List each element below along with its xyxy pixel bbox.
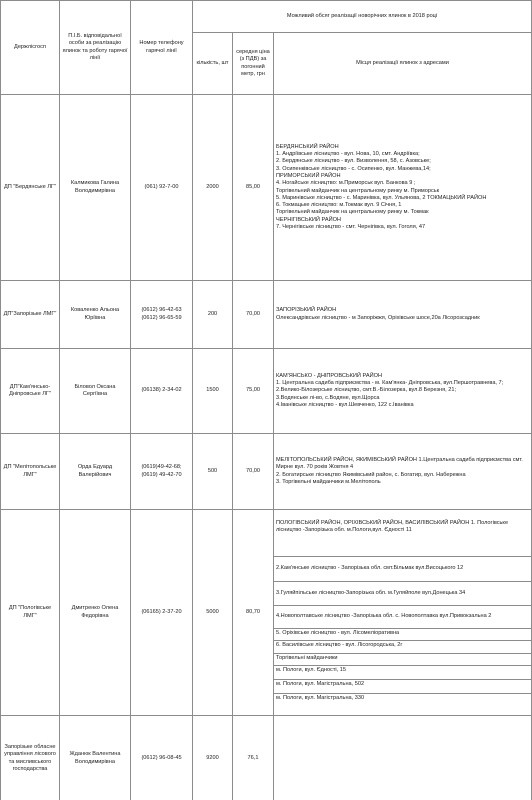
price-cell: 76,1 [233,716,274,800]
qty-cell: 500 [193,434,233,510]
qty-cell: 9200 [193,716,233,800]
person-cell: Дмитренко Олена Федорівна [60,510,131,716]
place-line: 3.Водянське лі-во, с.Водяне, вул.Щорса [276,394,380,401]
place-line: 3. Торгівельні майданчики м.Мелітополь [276,478,381,485]
qty-cell: 1500 [193,349,233,434]
header-org: Держлісгосп [1,1,60,95]
person-cell: Орда Едуард Валерійович [60,434,131,510]
qty-cell: 200 [193,281,233,349]
place-line: 5. Оріхівське лісництво - вул. Лісомеліоративна [274,628,531,640]
place-line: м. Пологи, вул. Магістральна, 502 [274,679,531,693]
header-qty: кількість, шт [193,33,233,95]
place-line: ПРИМОРСЬКИЙ РАЙОН [276,172,341,179]
qty-cell: 2000 [193,95,233,281]
place-line: 2. Богатирське лісництво Якимівський район, с. Богатир, вул. Набережна [276,471,466,478]
person-cell: Коваленко Альона Юріївна [60,281,131,349]
places-cell [274,434,532,510]
place-line: ЧЕРНІГІВСЬКИЙ РАЙОН [276,216,341,223]
place-block [274,510,531,556]
phone-cell: (0619)49-42-68; (0619) 49-42-70 [131,434,193,510]
price-cell: 70,00 [233,281,274,349]
price-cell: 85,00 [233,95,274,281]
place-line: 3.Гуляйпільське лісництво-Запорізька обл. м.Гуляйполе вул.Донецька 34 [274,581,531,605]
place-line: 2. Бердянське лісництво - вул. Визволення, 58, с. Азовське; [276,158,431,165]
place-line: 1. Центральна садиба підприємства - м. Кам'янка- Дніпровська, вул.Першотравнева, 7; [276,380,504,387]
place-line: 7. Чернігівське лісництво - смт. Чернігівка, вул. Гоголя, 47 [276,223,426,230]
place-line: 4. Ногайське лісництво: м.Приморськ вул. Банкова 9 ; [276,180,416,187]
place-line: 4.Іванівське лісництво - вул.Шевченко, 122 с.Іванівка [276,401,414,408]
place-line: Олександрівське лісництво - м Запоріжжя, Оріхівське шосе,20а Лісорозсадник [276,314,480,321]
price-cell: 80,70 [233,510,274,716]
person-cell: Біловол Оксана Сергіївна [60,349,131,434]
header-places: Місця реалізації ялинок з адресами [274,33,532,95]
header-phone: Номер телефону гарячої лінії [131,1,193,95]
place-line: ЗАПОРІЗЬКИЙ РАЙОН [276,307,337,314]
place-line: БЕРДЯНСЬКИЙ РАЙОН [276,143,339,150]
places-cell [274,510,532,716]
org-cell: Запорізьке обласне управління лісового та мисливського господарства [1,716,60,800]
place-line: 5. Маринівське лісництво - с. Маринівка, вул. Ульянова, 2 ТОКМАЦЬКИЙ РАЙОН [276,194,487,201]
table-row [1,95,532,281]
org-cell: ДП "Мелітопольське ЛМГ" [1,434,60,510]
header-person: П.І.Б. відповідальної особи за реалізацію ялинок та роботу гарячої лінії [60,1,131,95]
place-line: 1. Андріївське лісництво - вул. Нова, 10, смт. Андріївка; [276,151,420,158]
place-line: 2.Велико-Білозерське лісництво, смт.В.-Білозерка, вул.8 Березня, 21; [276,387,457,394]
header-price: середня ціна (з ПДВ) за погонний метр, грн [233,33,274,95]
org-cell: ДП "Пологівське ЛМГ" [1,510,60,716]
phone-cell: (06138) 2-34-02 [131,349,193,434]
table-row [1,716,532,800]
header-group: Можливий обсяг реалізації новорічних ялинок в 2018 році [193,1,532,33]
place-line: 2.Кам'янське лісництво - Запорізька обл. смт.Більмак вул.Висоцького 12 [274,556,531,581]
place-line: 6. Василівське лісництво - вул. Лісогородська, 2г [274,640,531,653]
person-cell: Калмикова Галина Володимирівна [60,95,131,281]
place-line: МЕЛІТОПОЛЬСЬКИЙ РАЙОН, ЯКИМІВСЬКИЙ РАЙОН 1.Центральна садиба підприємства смт. Мирне вул. 70 років Жовтня 4 [276,456,523,471]
price-cell: 70,00 [233,434,274,510]
place-line: 6. Токмацьке лісництво: м.Токмак вул. 9 Січня, 1 [276,202,402,209]
table-row [1,510,532,716]
place-line: КАМ'ЯНСЬКО - ДНІПРОВСЬКИЙ РАЙОН [276,372,382,379]
place-line: Торгівельні майданчики [274,653,531,665]
phone-cell: (06165) 2-37-20 [131,510,193,716]
org-cell: ДП "Бердянське ЛГ" [1,95,60,281]
person-cell: Жданюк Валентина Володимирівна [60,716,131,800]
place-line: 3. Осипенківське лісництво - с. Осипенко, вул. Манжева,14; [276,165,431,172]
places-cell [274,281,532,349]
price-cell: 75,00 [233,349,274,434]
phone-cell: (061) 92-7-00 [131,95,193,281]
place-line: Торгівельний майданчик на центральному ринку м. Приморськ [276,187,440,194]
places-cell [274,349,532,434]
table-row [1,281,532,349]
table-row [1,434,532,510]
place-line: м. Пологи, вул. Магістральна, 330 [274,693,531,707]
org-cell: ДП"Кам'янсько-Дніпровське ЛГ" [1,349,60,434]
phone-cell: (0612) 96-42-63 (0612) 96-65-59 [131,281,193,349]
qty-cell: 5000 [193,510,233,716]
places-cell [274,716,532,800]
place-line: 4.Новополтавське лісництво -Запорізька обл. с. Новополтавка вул.Привокзальна 2 [274,605,531,628]
table-row [1,349,532,434]
place-line: Торгівельний майданчик на центральному ринку м. Токмак [276,209,429,216]
place-line: м. Пологи, вул. Єдності, 15 [274,665,531,679]
phone-cell: (0612) 96-08-45 [131,716,193,800]
place-line: ПОЛОГІВСЬКИЙ РАЙОН, ОРІХІВСЬКИЙ РАЙОН, ВАСИЛІВСЬКИЙ РАЙОН 1. Пологівське лісництво -Запорізька обл. м.Пологи,вул. Єдності 11 [276,520,509,534]
org-cell: ДП"Запорізьке ЛМГ" [1,281,60,349]
places-cell [274,95,532,281]
